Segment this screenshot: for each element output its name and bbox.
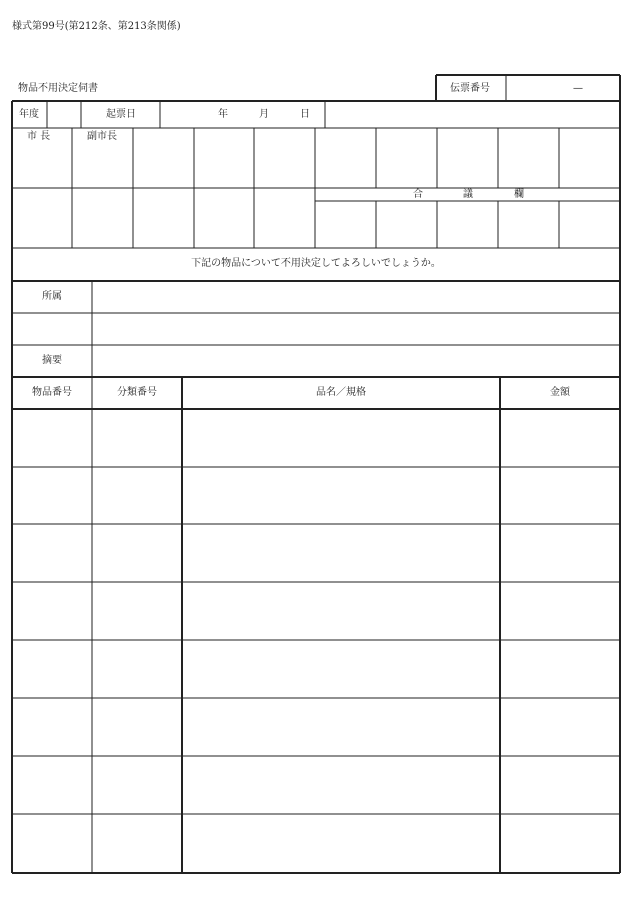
- header-amount: 金額: [550, 387, 570, 398]
- main-form-border: [12, 101, 620, 873]
- slip-number-label: 伝票番号: [450, 83, 490, 94]
- issue-date-label: 起票日: [106, 109, 136, 120]
- items-table-lines: [12, 377, 620, 873]
- day-mark: 日: [300, 109, 310, 120]
- affiliation-label: 所属: [42, 291, 62, 302]
- document-title: 物品不用決定伺書: [18, 83, 98, 94]
- header-item-number: 物品番号: [32, 387, 72, 398]
- year-mark: 年: [218, 109, 228, 120]
- month-mark: 月: [259, 109, 269, 120]
- consultation-char-3: 欄: [514, 189, 524, 200]
- fiscal-year-label: 年度: [19, 109, 39, 120]
- deputy-mayor-label: 副市長: [87, 131, 117, 142]
- approval-request-statement: 下記の物品について不用決定してよろしいでしょうか。: [191, 258, 441, 269]
- header-classification-number: 分類番号: [117, 387, 157, 398]
- slip-number-value: —: [573, 83, 583, 94]
- mayor-label: 市 長: [27, 131, 51, 142]
- consultation-char-2: 議: [463, 189, 473, 200]
- field-rows-lines: [12, 281, 620, 377]
- summary-label: 摘要: [42, 355, 62, 366]
- form-number: 様式第99号(第212条、第213条関係): [12, 21, 181, 32]
- info-row-lines: [12, 101, 620, 128]
- approval-grid: [12, 128, 620, 248]
- consultation-char-1: 合: [413, 189, 423, 200]
- header-item-name-spec: 品名／規格: [316, 387, 366, 398]
